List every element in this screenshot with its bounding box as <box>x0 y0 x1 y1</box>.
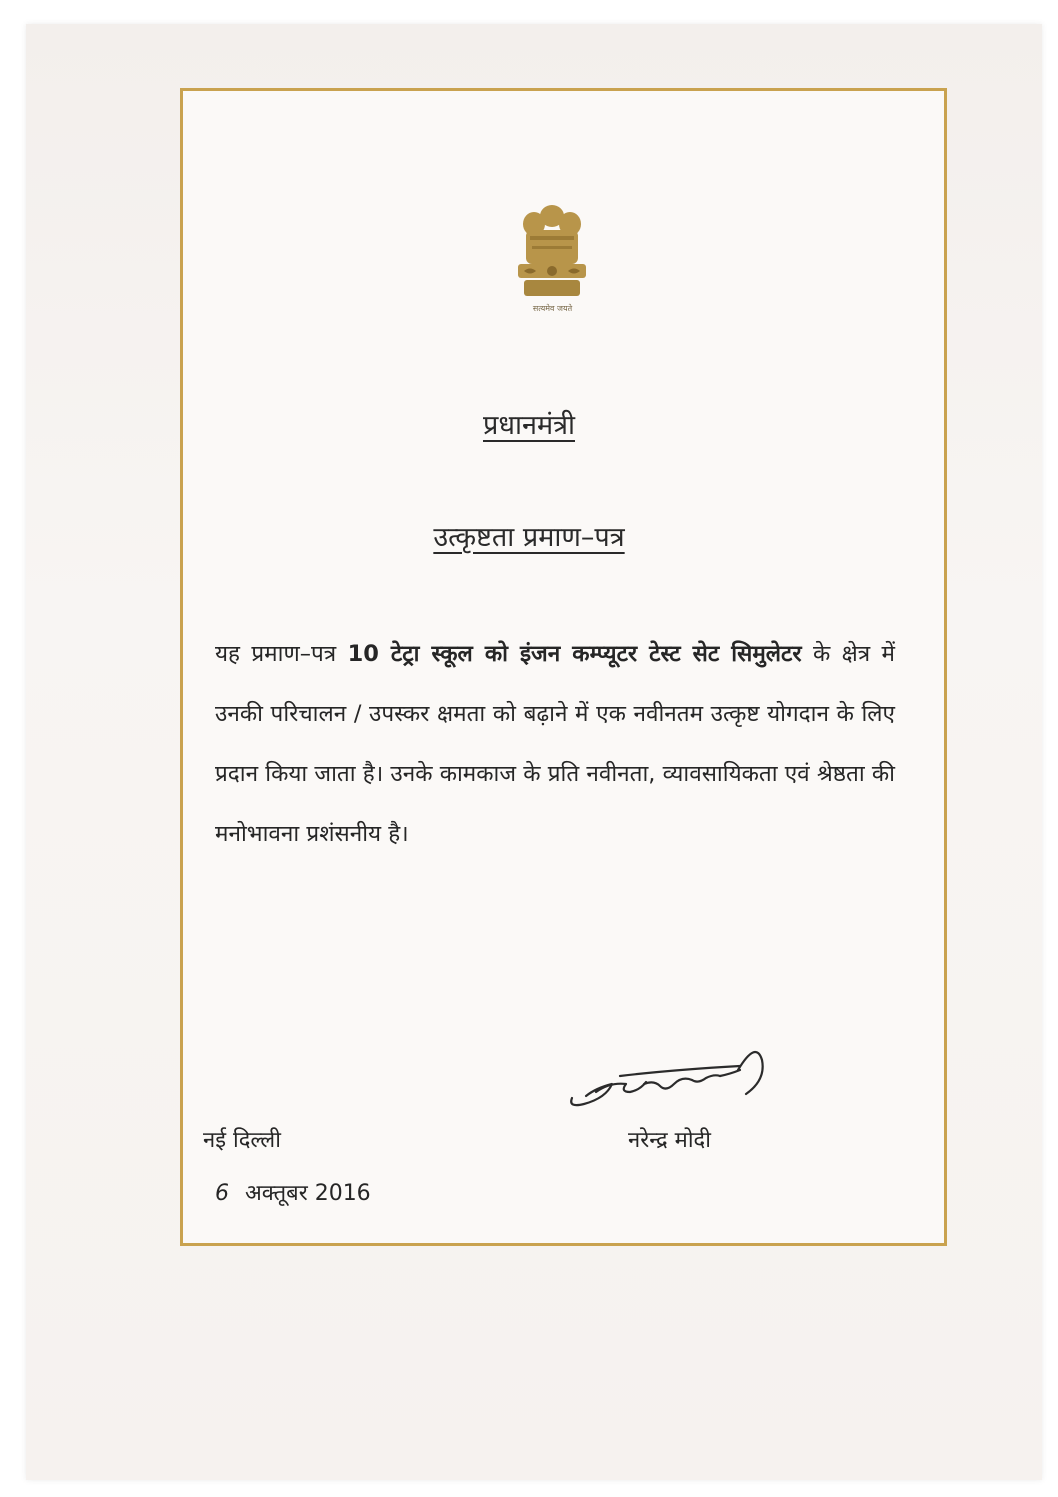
emblem-motto: सत्यमेव जयते <box>532 304 573 313</box>
issue-date <box>215 1177 371 1207</box>
issue-day: 6 <box>215 1181 229 1206</box>
signer-name: नरेन्द्र मोदी <box>628 1128 711 1153</box>
certificate-body <box>215 624 895 864</box>
signature-image <box>560 1030 780 1125</box>
body-suffix: के क्षेत्र में उनकी परिचालन / उपस्कर क्षमता को बढ़ाने में एक नवीनतम उत्कृष्ट योगदान के लिए प्रदान किया जाता है। उनके कामकाज के प्रति नवीनता, व्यावसायिकता एवं श्रेष्ठता की मनोभावना प्रशंसनीय है। <box>215 641 895 847</box>
issue-place: नई दिल्ली <box>203 1128 281 1153</box>
ashoka-emblem-icon <box>510 200 594 320</box>
certificate-title: उत्कृष्टता प्रमाण–पत्र <box>433 522 625 553</box>
office-title: प्रधानमंत्री <box>483 410 575 441</box>
body-prefix: यह प्रमाण–पत्र <box>215 641 348 667</box>
issue-month-year: अक्तूबर 2016 <box>245 1181 371 1206</box>
recipient-name: 10 टेट्रा स्कूल को इंजन कम्प्यूटर टेस्ट सेट सिमुलेटर <box>347 641 802 667</box>
